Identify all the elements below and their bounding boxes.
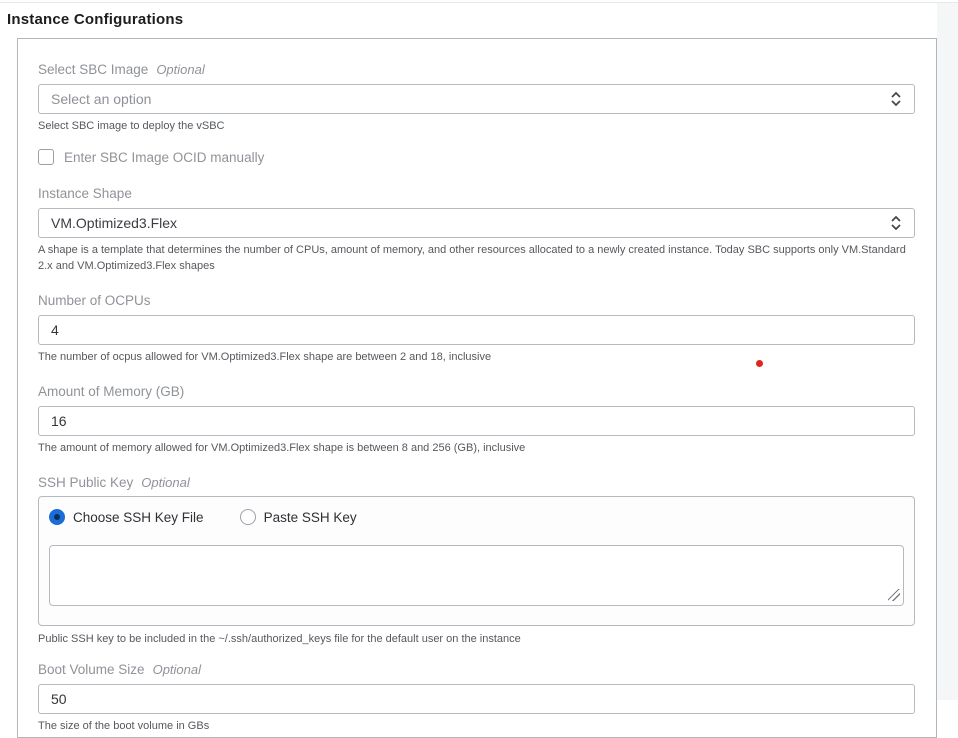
ssh-key-label: [38, 474, 916, 492]
instance-shape-select-value: VM.Optimized3.Flex: [51, 215, 178, 231]
instance-shape-label-text: Instance Shape: [38, 186, 132, 201]
ssh-key-textarea-wrap: [49, 545, 904, 606]
chevron-up-down-icon: [890, 90, 902, 108]
radio-choose-ssh-key-file[interactable]: [49, 509, 204, 525]
instance-shape-helper: A shape is a template that determines the number of CPUs, amount of memory, and other resources allocated to a newly created instance. Today SBC supports only VM.Standard 2.x and VM.Optimized3.Flex shapes: [38, 244, 906, 272]
ssh-key-textarea[interactable]: [49, 545, 904, 606]
instance-configurations-panel: [17, 38, 937, 738]
radio-paste-label: Paste SSH Key: [263, 509, 357, 525]
boot-volume-optional-tag: Optional: [152, 662, 201, 677]
sbc-image-select-placeholder: Select an option: [51, 91, 152, 107]
ssh-key-helper: Public SSH key to be included in the ~/.ssh/authorized_keys file for the default user on the instance: [38, 633, 521, 645]
sbc-image-helper: Select SBC image to deploy the vSBC: [38, 120, 225, 132]
instance-shape-label: [38, 185, 916, 203]
ocpus-label-text: Number of OCPUs: [38, 293, 151, 308]
boot-volume-helper: The size of the boot volume in GBs: [38, 720, 210, 732]
sbc-image-label: [38, 61, 916, 79]
resize-handle-icon[interactable]: [888, 589, 900, 601]
instance-shape-select[interactable]: [38, 208, 915, 238]
memory-label-text: Amount of Memory (GB): [38, 384, 185, 399]
radio-choose-label: Choose SSH Key File: [73, 509, 204, 525]
memory-helper: The amount of memory allowed for VM.Optimized3.Flex shape is between 8 and 256 (GB), inclusive: [38, 442, 526, 454]
memory-input[interactable]: [38, 406, 915, 436]
ocid-checkbox-label: Enter SBC Image OCID manually: [64, 149, 265, 165]
ocpus-helper: The number of ocpus allowed for VM.Optimized3.Flex shape are between 2 and 18, inclusive: [38, 351, 492, 363]
ocid-checkbox[interactable]: [38, 149, 54, 165]
sbc-image-label-text: Select SBC Image: [38, 62, 149, 77]
ssh-key-optional-tag: Optional: [141, 475, 190, 490]
red-dot-marker: [756, 360, 763, 367]
boot-volume-label: [38, 661, 916, 679]
ocpus-label: [38, 292, 916, 310]
ssh-key-label-text: SSH Public Key: [38, 475, 134, 490]
page-title: Instance Configurations: [7, 11, 184, 28]
top-divider: [0, 2, 958, 3]
boot-volume-input[interactable]: [38, 684, 915, 714]
radio-paste-ssh-key[interactable]: [240, 509, 357, 525]
ssh-key-radio-row: [49, 509, 904, 525]
ocid-checkbox-row: [38, 149, 916, 165]
ssh-key-group: [38, 496, 915, 626]
memory-label: [38, 383, 916, 401]
sbc-image-optional-tag: Optional: [156, 62, 205, 77]
radio-selected-icon[interactable]: [49, 509, 65, 525]
chevron-up-down-icon: [890, 214, 902, 232]
boot-volume-label-text: Boot Volume Size: [38, 662, 145, 677]
radio-unselected-icon[interactable]: [240, 509, 256, 525]
ocpus-input[interactable]: [38, 315, 915, 345]
page-background-gutter: [937, 3, 958, 700]
sbc-image-select[interactable]: [38, 84, 915, 114]
